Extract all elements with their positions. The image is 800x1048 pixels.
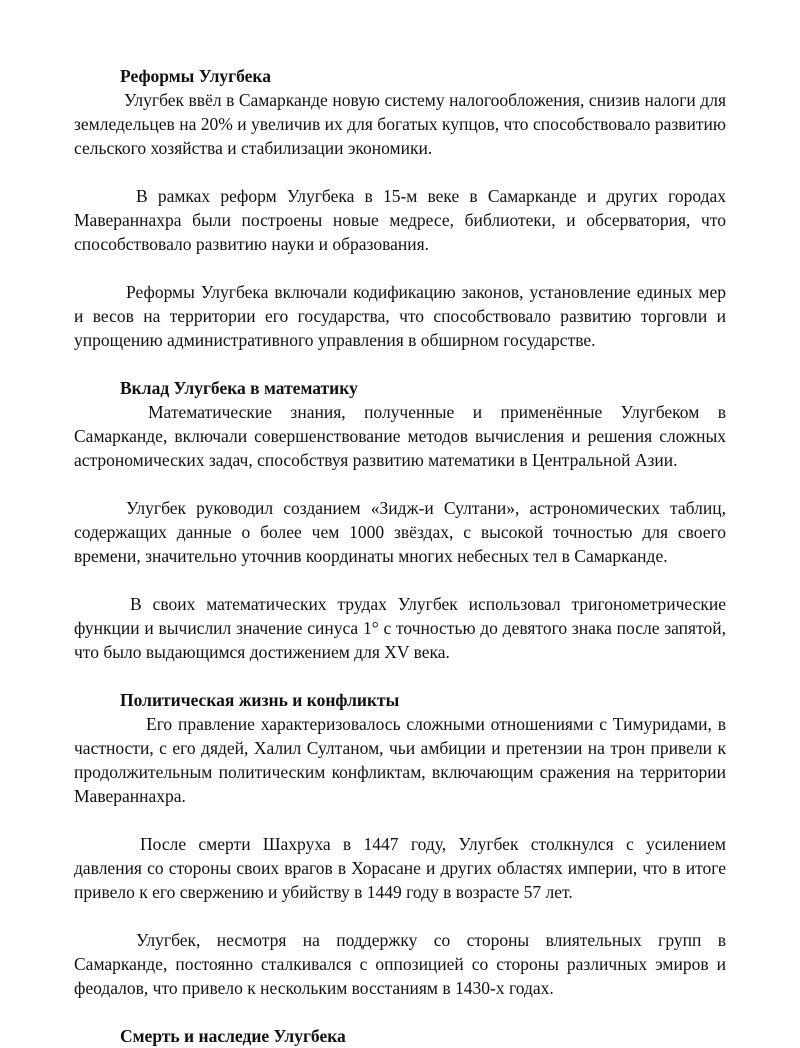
paragraph: Улугбек руководил созданием «Зидж-и Султани», астрономических таблиц, содержащих данные о более чем 1000 звёздах, с высокой точностью для своего времени, значительно уточнив координаты многих небесных тел в Самарканде. <box>74 498 726 566</box>
paragraph: Реформы Улугбека включали кодификацию законов, установление единых мер и весов на территории его государства, что способствовало развитию торговли и упрощению административного управления в обширном государстве. <box>74 282 726 350</box>
section-heading-legacy: Смерть и наследие Улугбека <box>120 1026 346 1046</box>
paragraph: Математические знания, полученные и применённые Улугбеком в Самарканде, включали совершенствование методов вычисления и решения сложных астрономических задач, способствуя развитию математики в Центральной Азии. <box>74 402 726 470</box>
paragraph: Его правление характеризовалось сложными отношениями с Тимуридами, в частности, с его дядей, Халил Султаном, чьи амбиции и претензии на трон привели к продолжительным политическим конфликтам, включающим сражения на территории Мавераннахра. <box>74 714 726 806</box>
section-heading-politics: Политическая жизнь и конфликты <box>120 690 400 710</box>
document-page <box>74 64 726 1048</box>
paragraph: Улугбек ввёл в Самарканде новую систему налогообложения, снизив налоги для земледельцев на 20% и увеличив их для богатых купцов, что способствовало развитию сельского хозяйства и стабилизации экономики. <box>74 90 726 158</box>
section-heading-mathematics: Вклад Улугбека в математику <box>120 378 358 398</box>
paragraph: Улугбек, несмотря на поддержку со стороны влиятельных групп в Самарканде, постоянно сталкивался с оппозицией со стороны различных эмиров и феодалов, что привело к нескольким восстаниям в 1430-х годах. <box>74 930 726 998</box>
paragraph: В своих математических трудах Улугбек использовал тригонометрические функции и вычислил значение синуса 1° с точностью до девятого знака после запятой, что было выдающимся достижением для XV века. <box>74 594 726 662</box>
section-heading-reforms: Реформы Улугбека <box>120 66 271 86</box>
paragraph: В рамках реформ Улугбека в 15-м веке в Самарканде и других городах Мавераннахра были построены новые медресе, библиотеки, и обсерватория, что способствовало развитию науки и образования. <box>74 186 726 254</box>
paragraph: После смерти Шахруха в 1447 году, Улугбек столкнулся с усилением давления со стороны своих врагов в Хорасане и других областях империи, что в итоге привело к его свержению и убийству в 1449 году в возрасте 57 лет. <box>74 834 726 902</box>
